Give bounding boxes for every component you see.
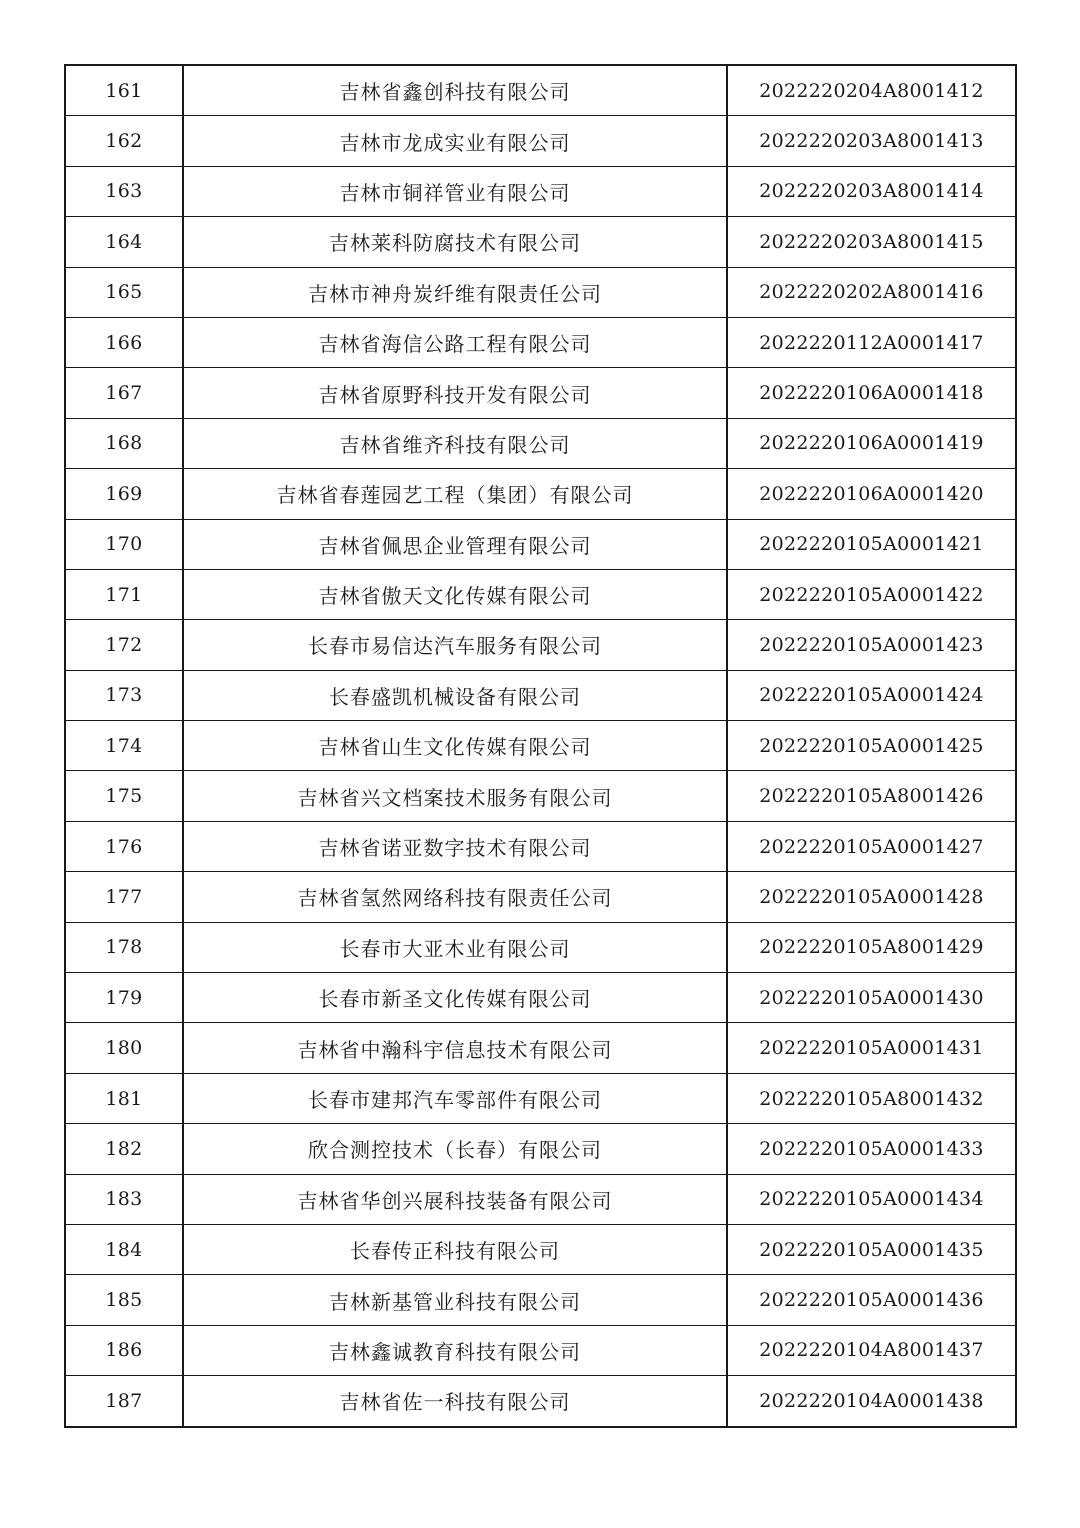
company-name: 长春市建邦汽车零部件有限公司	[183, 1073, 727, 1123]
table-row	[65, 217, 1016, 267]
registration-code: 2022220105A0001428	[727, 872, 1016, 922]
row-number: 164	[65, 217, 183, 267]
registration-code: 2022220105A8001429	[727, 922, 1016, 972]
table-row	[65, 569, 1016, 619]
row-number: 172	[65, 620, 183, 670]
registration-code: 2022220105A0001435	[727, 1224, 1016, 1274]
table-row	[65, 1124, 1016, 1174]
row-number: 183	[65, 1174, 183, 1224]
row-number: 176	[65, 821, 183, 871]
row-number: 167	[65, 368, 183, 418]
company-name: 长春盛凯机械设备有限公司	[183, 670, 727, 720]
company-name: 吉林新基管业科技有限公司	[183, 1275, 727, 1325]
table-row	[65, 166, 1016, 216]
row-number: 174	[65, 721, 183, 771]
registration-code: 2022220105A0001434	[727, 1174, 1016, 1224]
registration-code: 2022220105A0001436	[727, 1275, 1016, 1325]
row-number: 161	[65, 65, 183, 116]
company-name: 吉林鑫诚教育科技有限公司	[183, 1325, 727, 1375]
row-number: 163	[65, 166, 183, 216]
registration-code: 2022220105A0001427	[727, 821, 1016, 871]
row-number: 177	[65, 872, 183, 922]
registration-code: 2022220105A0001425	[727, 721, 1016, 771]
registration-code: 2022220105A0001421	[727, 519, 1016, 569]
registration-code: 2022220204A8001412	[727, 65, 1016, 116]
registration-code: 2022220104A0001438	[727, 1376, 1016, 1427]
registration-code: 2022220112A0001417	[727, 317, 1016, 367]
company-name: 欣合测控技术（长春）有限公司	[183, 1124, 727, 1174]
company-name: 吉林省华创兴展科技装备有限公司	[183, 1174, 727, 1224]
row-number: 175	[65, 771, 183, 821]
company-name: 吉林省佐一科技有限公司	[183, 1376, 727, 1427]
registration-code: 2022220203A8001413	[727, 116, 1016, 166]
table-row	[65, 116, 1016, 166]
table-row	[65, 1376, 1016, 1427]
row-number: 170	[65, 519, 183, 569]
company-name: 吉林省傲天文化传媒有限公司	[183, 569, 727, 619]
registration-code: 2022220105A0001430	[727, 973, 1016, 1023]
row-number: 179	[65, 973, 183, 1023]
registration-code: 2022220105A0001433	[727, 1124, 1016, 1174]
row-number: 186	[65, 1325, 183, 1375]
table-row	[65, 922, 1016, 972]
company-name: 长春市新圣文化传媒有限公司	[183, 973, 727, 1023]
table-row	[65, 65, 1016, 116]
company-name: 吉林省氢然网络科技有限责任公司	[183, 872, 727, 922]
company-name: 吉林省海信公路工程有限公司	[183, 317, 727, 367]
row-number: 187	[65, 1376, 183, 1427]
row-number: 165	[65, 267, 183, 317]
row-number: 178	[65, 922, 183, 972]
company-name: 吉林市龙成实业有限公司	[183, 116, 727, 166]
table-row	[65, 267, 1016, 317]
row-number: 184	[65, 1224, 183, 1274]
table-row	[65, 973, 1016, 1023]
table-row	[65, 469, 1016, 519]
registration-code: 2022220106A0001418	[727, 368, 1016, 418]
table-row	[65, 418, 1016, 468]
registration-code: 2022220105A8001432	[727, 1073, 1016, 1123]
registration-code: 2022220106A0001419	[727, 418, 1016, 468]
registration-code: 2022220104A8001437	[727, 1325, 1016, 1375]
row-number: 180	[65, 1023, 183, 1073]
table-row	[65, 317, 1016, 367]
table-row	[65, 519, 1016, 569]
table-row	[65, 1174, 1016, 1224]
table-row	[65, 1073, 1016, 1123]
registration-code: 2022220105A8001426	[727, 771, 1016, 821]
row-number: 182	[65, 1124, 183, 1174]
row-number: 169	[65, 469, 183, 519]
company-name: 吉林省山生文化传媒有限公司	[183, 721, 727, 771]
registration-code: 2022220203A8001415	[727, 217, 1016, 267]
registration-code: 2022220105A0001424	[727, 670, 1016, 720]
table-row	[65, 670, 1016, 720]
registration-code: 2022220202A8001416	[727, 267, 1016, 317]
company-name: 长春市大亚木业有限公司	[183, 922, 727, 972]
company-name: 吉林市神舟炭纤维有限责任公司	[183, 267, 727, 317]
company-name: 吉林省中瀚科宇信息技术有限公司	[183, 1023, 727, 1073]
row-number: 166	[65, 317, 183, 367]
company-name: 吉林省原野科技开发有限公司	[183, 368, 727, 418]
table-row	[65, 721, 1016, 771]
company-name: 吉林省维齐科技有限公司	[183, 418, 727, 468]
company-name: 吉林省鑫创科技有限公司	[183, 65, 727, 116]
company-name: 吉林莱科防腐技术有限公司	[183, 217, 727, 267]
table-body	[65, 65, 1016, 1427]
table-row	[65, 872, 1016, 922]
row-number: 173	[65, 670, 183, 720]
row-number: 171	[65, 569, 183, 619]
company-name: 吉林省春莲园艺工程（集团）有限公司	[183, 469, 727, 519]
table-row	[65, 771, 1016, 821]
company-name: 吉林省兴文档案技术服务有限公司	[183, 771, 727, 821]
table-row	[65, 1325, 1016, 1375]
company-name: 长春传正科技有限公司	[183, 1224, 727, 1274]
registration-code: 2022220106A0001420	[727, 469, 1016, 519]
company-name: 吉林省佩思企业管理有限公司	[183, 519, 727, 569]
company-name: 吉林省诺亚数字技术有限公司	[183, 821, 727, 871]
registration-code: 2022220105A0001431	[727, 1023, 1016, 1073]
table-row	[65, 368, 1016, 418]
table-row	[65, 1224, 1016, 1274]
row-number: 162	[65, 116, 183, 166]
table-row	[65, 1275, 1016, 1325]
company-registry-table	[64, 64, 1017, 1428]
registration-code: 2022220203A8001414	[727, 166, 1016, 216]
row-number: 185	[65, 1275, 183, 1325]
registration-code: 2022220105A0001423	[727, 620, 1016, 670]
row-number: 181	[65, 1073, 183, 1123]
row-number: 168	[65, 418, 183, 468]
company-name: 长春市易信达汽车服务有限公司	[183, 620, 727, 670]
table-row	[65, 620, 1016, 670]
registration-code: 2022220105A0001422	[727, 569, 1016, 619]
table-row	[65, 1023, 1016, 1073]
table-row	[65, 821, 1016, 871]
company-name: 吉林市铜祥管业有限公司	[183, 166, 727, 216]
